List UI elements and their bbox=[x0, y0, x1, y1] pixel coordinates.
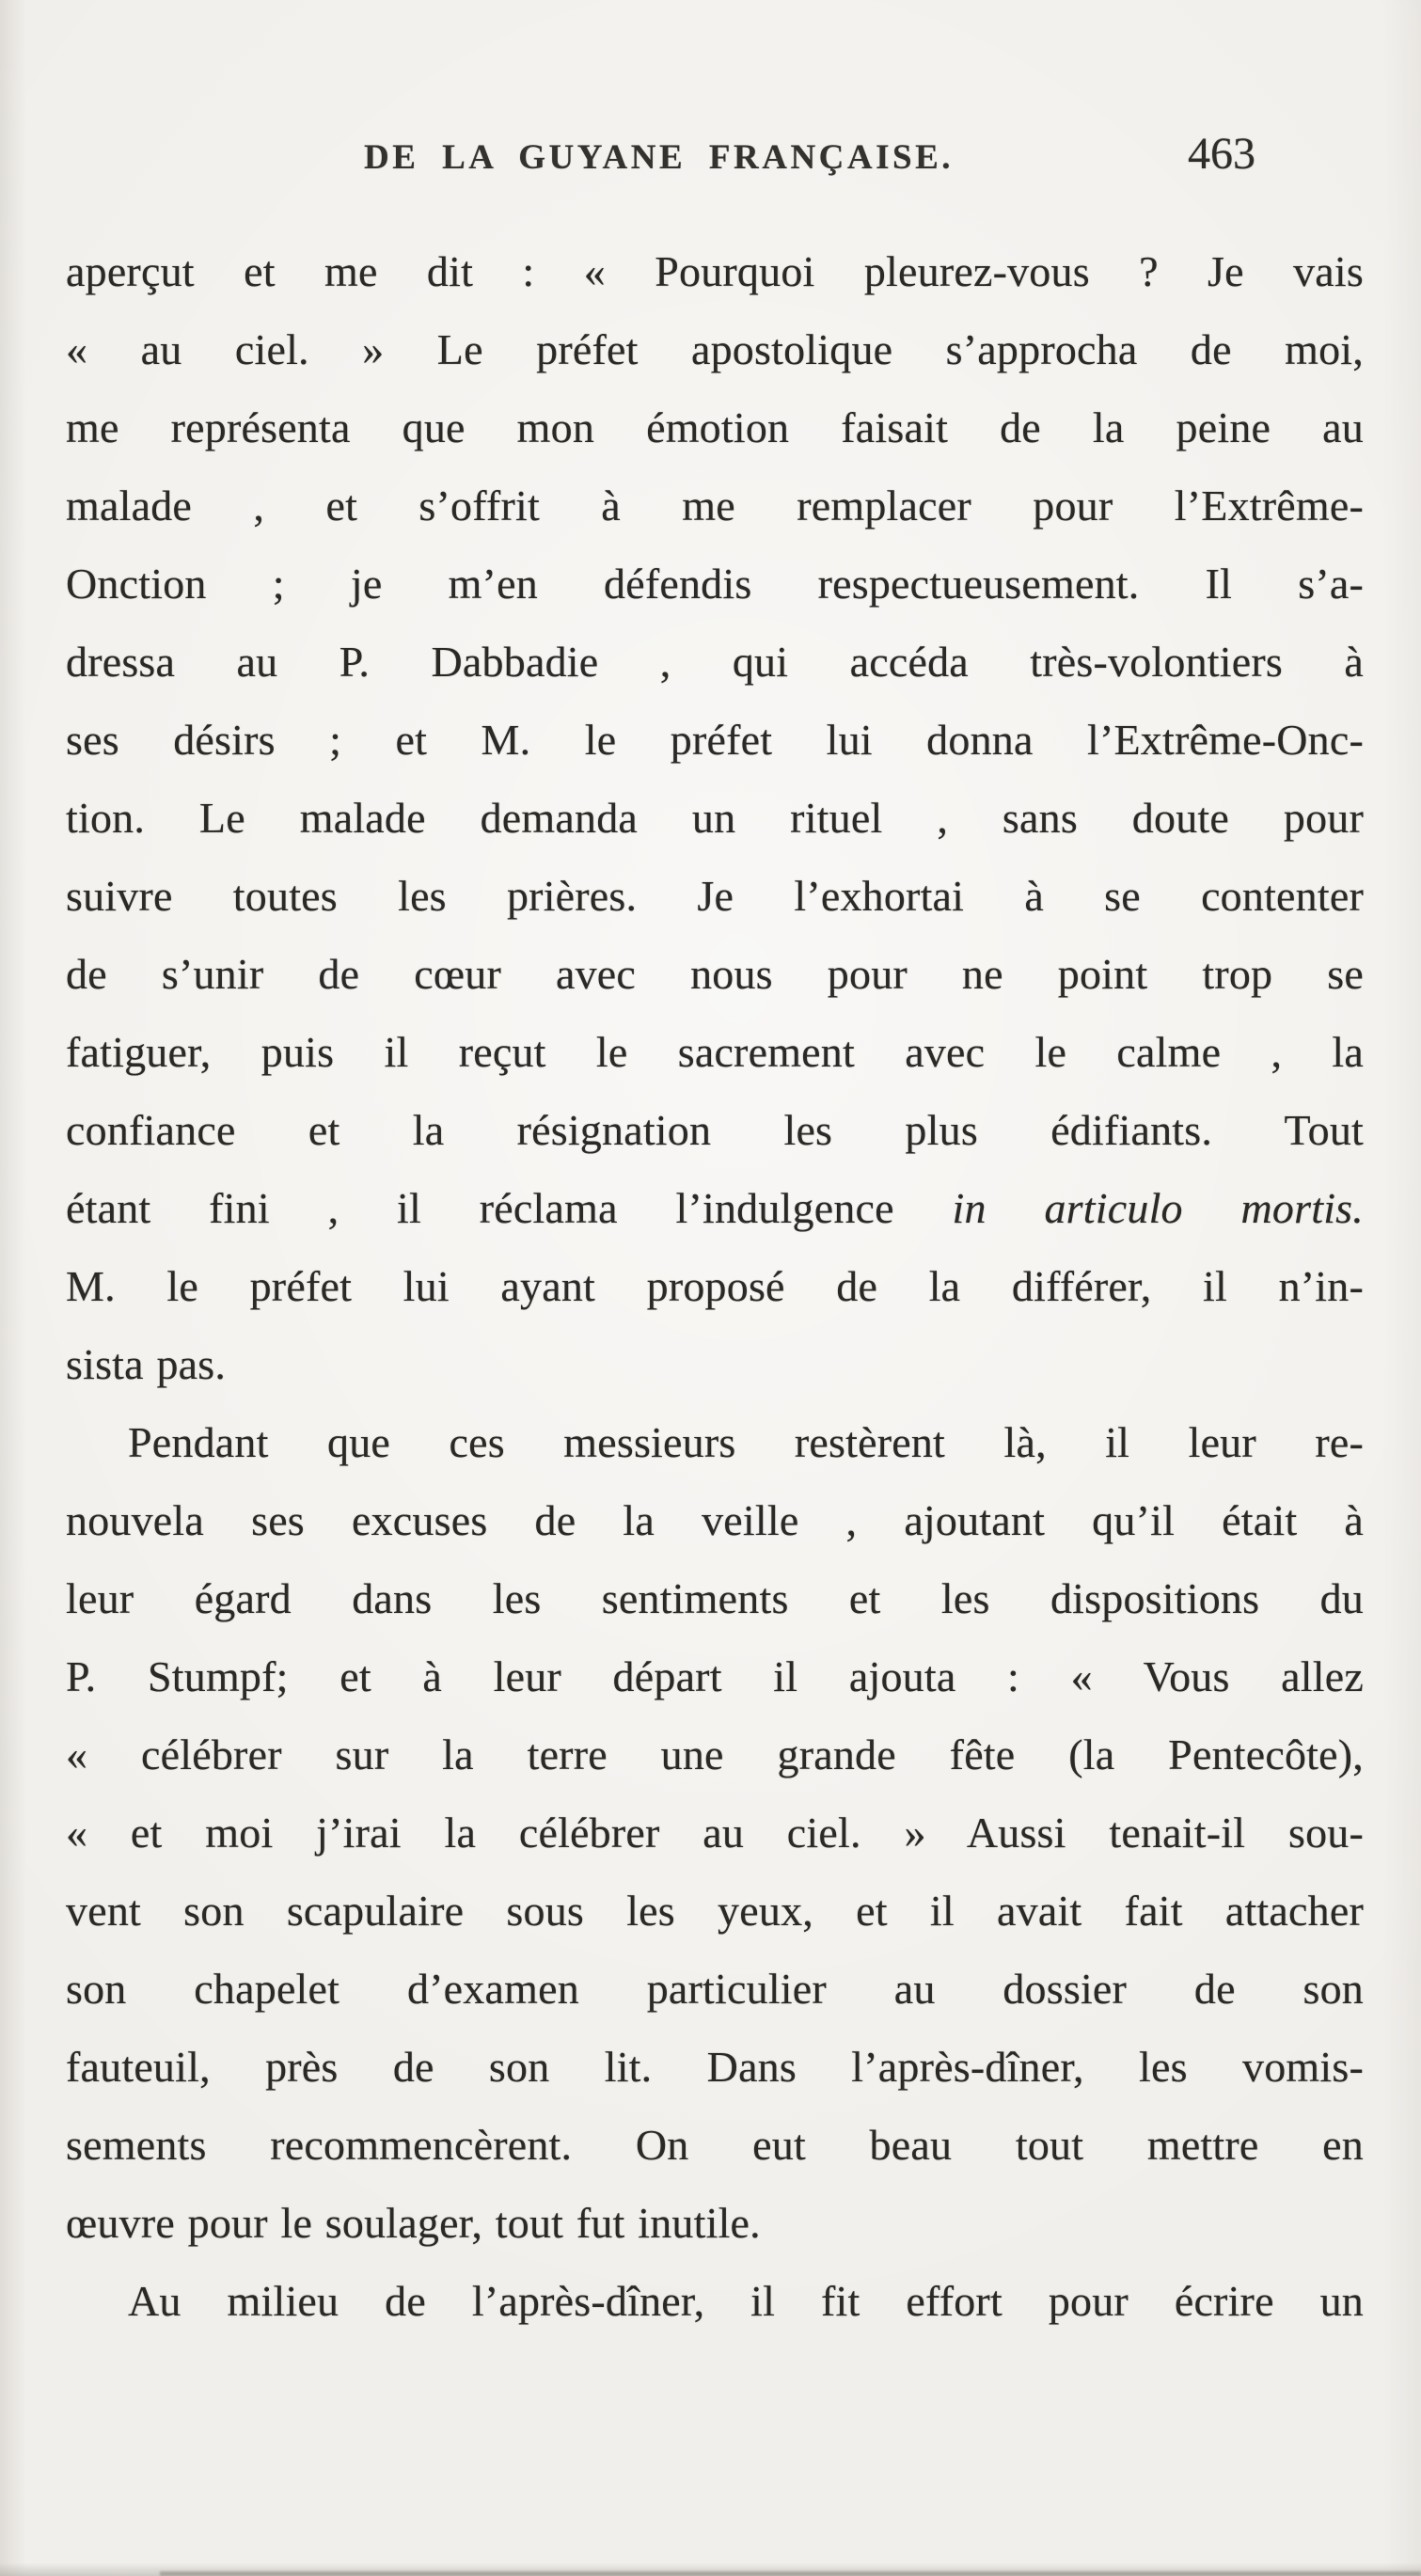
text-line bbox=[66, 935, 1364, 1013]
text-segment: sements recommencèrent. On eut beau tout mettre en bbox=[66, 2121, 1364, 2169]
text-segment: « et moi j’irai la célébrer au ciel. » Aussi tenait-il sou- bbox=[66, 1809, 1364, 1857]
text-segment: suivre toutes les prières. Je l’exhortai à se contenter bbox=[66, 872, 1364, 920]
text-segment: « célébrer sur la terre une grande fête (la Pentecôte), bbox=[66, 1731, 1364, 1778]
text-segment: confiance et la résignation les plus édifiants. Tout bbox=[66, 1106, 1364, 1154]
text-segment: Pendant que ces messieurs restèrent là, il leur re- bbox=[128, 1418, 1364, 1466]
text-segment: œuvre pour le soulager, tout fut inutile. bbox=[66, 2199, 761, 2247]
text-segment: fatiguer, puis il reçut le sacrement avec le calme , la bbox=[66, 1028, 1364, 1076]
text-line bbox=[66, 1872, 1364, 1950]
text-line bbox=[66, 232, 1364, 310]
text-line bbox=[66, 310, 1364, 388]
page-text bbox=[66, 232, 1364, 2340]
text-segment: fauteuil, près de son lit. Dans l’après-dîner, les vomis- bbox=[66, 2043, 1364, 2091]
text-line bbox=[66, 466, 1364, 545]
text-line bbox=[66, 857, 1364, 935]
paragraph bbox=[66, 232, 1364, 1403]
text-segment: nouvela ses excuses de la veille , ajoutant qu’il était à bbox=[66, 1496, 1364, 1544]
text-segment: aperçut et me dit : « Pourquoi pleurez-vous ? Je vais bbox=[66, 247, 1364, 295]
text-segment: sista pas. bbox=[66, 1340, 227, 1388]
text-line bbox=[66, 388, 1364, 466]
text-segment: ses désirs ; et M. le préfet lui donna l’Extrême-Onc- bbox=[66, 716, 1364, 764]
text-segment: étant fini , il réclama l’indulgence bbox=[66, 1184, 953, 1232]
scan-bottom-edge-shadow bbox=[160, 2571, 1421, 2576]
text-line bbox=[66, 623, 1364, 701]
text-line bbox=[66, 1169, 1364, 1247]
text-line bbox=[66, 1481, 1364, 1559]
text-line bbox=[66, 1247, 1364, 1325]
text-segment: me représenta que mon émotion faisait de la peine au bbox=[66, 403, 1364, 451]
text-line bbox=[66, 2262, 1364, 2340]
text-segment: dressa au P. Dabbadie , qui accéda très-volontiers à bbox=[66, 638, 1364, 686]
latin-phrase-italic: in articulo mortis. bbox=[952, 1184, 1364, 1232]
text-line bbox=[66, 1715, 1364, 1794]
text-line bbox=[66, 2184, 1364, 2262]
text-line bbox=[66, 701, 1364, 779]
text-segment: leur égard dans les sentiments et les dispositions du bbox=[66, 1574, 1364, 1622]
text-line bbox=[66, 1091, 1364, 1169]
text-line bbox=[66, 1637, 1364, 1715]
text-segment: Onction ; je m’en défendis respectueusement. Il s’a- bbox=[66, 560, 1364, 608]
text-segment: M. le préfet lui ayant proposé de la différer, il n’in- bbox=[66, 1262, 1364, 1310]
running-title: DE LA GUYANE FRANÇAISE. bbox=[363, 138, 955, 177]
text-line bbox=[66, 1325, 1364, 1403]
text-line bbox=[66, 1403, 1364, 1481]
text-line bbox=[66, 545, 1364, 623]
text-line bbox=[66, 1794, 1364, 1872]
text-segment: « au ciel. » Le préfet apostolique s’approcha de moi, bbox=[66, 325, 1364, 373]
text-segment: tion. Le malade demanda un rituel , sans doute pour bbox=[66, 794, 1364, 842]
text-line bbox=[66, 1950, 1364, 2028]
text-segment: de s’unir de cœur avec nous pour ne point trop se bbox=[66, 950, 1364, 998]
text-segment: son chapelet d’examen particulier au dossier de son bbox=[66, 1965, 1364, 2013]
paragraph bbox=[66, 1403, 1364, 2262]
text-line bbox=[66, 2028, 1364, 2106]
text-line bbox=[66, 1559, 1364, 1637]
text-segment: vent son scapulaire sous les yeux, et il avait fait attacher bbox=[66, 1887, 1364, 1935]
page-number: 463 bbox=[1188, 129, 1255, 179]
text-line bbox=[66, 1013, 1364, 1091]
text-segment: malade , et s’offrit à me remplacer pour l’Extrême- bbox=[66, 482, 1364, 529]
text-segment: Au milieu de l’après-dîner, il fit effort pour écrire un bbox=[128, 2277, 1364, 2325]
text-segment: P. Stumpf; et à leur départ il ajouta : « Vous allez bbox=[66, 1652, 1364, 1700]
text-line bbox=[66, 779, 1364, 857]
text-line bbox=[66, 2106, 1364, 2184]
paragraph bbox=[66, 2262, 1364, 2340]
